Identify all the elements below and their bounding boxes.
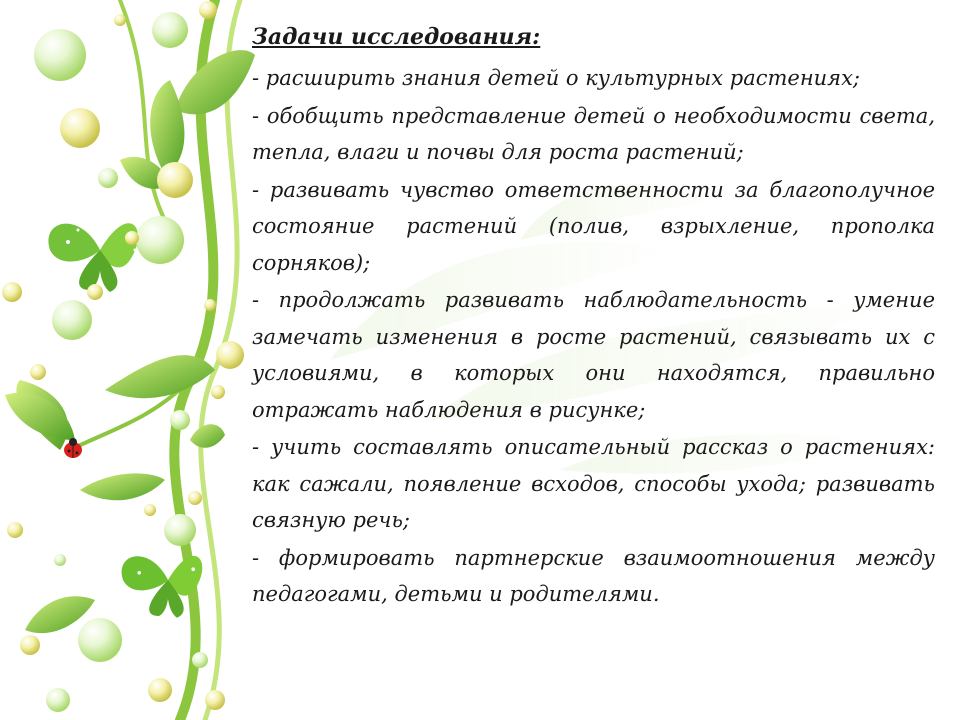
list-item: - расширить знания детей о культурных растениях; <box>252 66 861 90</box>
list-item: - обобщить представление детей о необходимости света, тепла, влаги и почвы для роста растений; <box>252 103 935 164</box>
list-item: - развивать чувство ответственности за благополучное состояние растений (полив, взрыхление, прополка сорняков); <box>252 177 935 275</box>
list-item: - продолжать развивать наблюдательность - умение замечать изменения в росте растений, связывать их с условиями, в которых они находятся, правильно отражать наблюдения в рисунке; <box>252 288 935 422</box>
list-item: - формировать партнерские взаимоотношения между педагогами, детьми и родителями. <box>252 545 935 606</box>
butterfly-icon <box>48 223 138 292</box>
slide-title: Задачи исследования: <box>252 24 541 50</box>
content-block <box>252 22 935 614</box>
ladybug-icon <box>64 438 82 458</box>
task-list <box>252 60 935 613</box>
list-item: - учить составлять описательный рассказ о растениях: как сажали, появление всходов, способы ухода; развивать связную речь; <box>252 435 935 532</box>
leaf-icon <box>5 50 255 633</box>
